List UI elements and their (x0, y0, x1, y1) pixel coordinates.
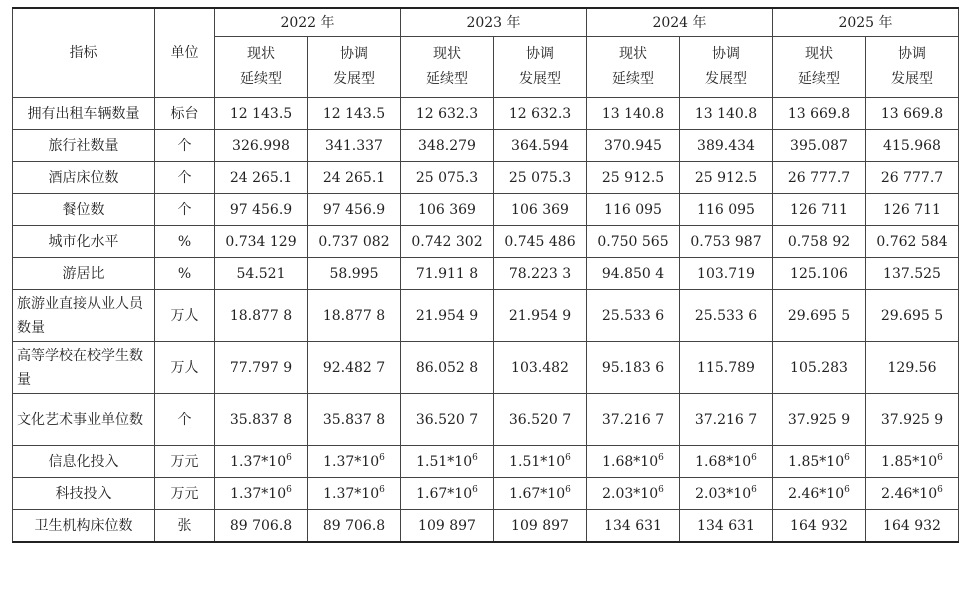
row-indicator: 文化艺术事业单位数 (13, 394, 155, 446)
row-value-cell: 415.968 (866, 130, 959, 162)
value-sci-exponent: 6 (658, 452, 664, 463)
row-value-cell: 364.594 (494, 130, 587, 162)
row-value-cell: 125.106 (773, 258, 866, 290)
table-row (13, 510, 959, 543)
table-row (13, 342, 959, 394)
row-value-cell: 37.216 7 (587, 394, 680, 446)
scenario-label-line1: 协调 (526, 46, 554, 62)
table-row (13, 162, 959, 194)
table-row (13, 446, 959, 478)
scenario-label-line2: 发展型 (891, 71, 933, 87)
row-value-cell: 21.954 9 (401, 290, 494, 342)
row-value-cell (401, 446, 494, 478)
row-value-cell: 89 706.8 (215, 510, 308, 543)
table-row (13, 478, 959, 510)
value-sci-base: *10 (540, 453, 566, 470)
row-value-cell: 29.695 5 (773, 290, 866, 342)
scenario-label-line1: 现状 (805, 46, 833, 62)
row-value-cell: 26 777.7 (773, 162, 866, 194)
row-value-cell (866, 478, 959, 510)
scenario-label-line2: 发展型 (705, 71, 747, 87)
row-indicator: 信息化投入 (13, 446, 155, 478)
row-value-cell: 36.520 7 (401, 394, 494, 446)
row-unit: 个 (155, 194, 215, 226)
row-value-cell: 389.434 (680, 130, 773, 162)
row-value-cell: 0.742 302 (401, 226, 494, 258)
row-unit: 个 (155, 162, 215, 194)
row-value-cell: 13 669.8 (866, 98, 959, 130)
row-indicator: 科技投入 (13, 478, 155, 510)
value-sci-base: *10 (633, 485, 659, 502)
value-sci-base: *10 (819, 485, 845, 502)
row-value-cell: 36.520 7 (494, 394, 587, 446)
row-value-cell: 35.837 8 (215, 394, 308, 446)
value-mantissa: 1.67 (416, 485, 448, 502)
value-sci-exponent: 6 (844, 452, 850, 463)
row-indicator: 餐位数 (13, 194, 155, 226)
row-value-cell: 13 669.8 (773, 98, 866, 130)
row-value-cell: 12 143.5 (308, 98, 401, 130)
row-indicator: 酒店床位数 (13, 162, 155, 194)
row-unit: 万人 (155, 290, 215, 342)
table-row (13, 258, 959, 290)
value-sci-base: *10 (447, 485, 473, 502)
row-value-cell: 54.521 (215, 258, 308, 290)
row-value-cell: 78.223 3 (494, 258, 587, 290)
value-sci-base: *10 (726, 453, 752, 470)
value-sci-base: *10 (726, 485, 752, 502)
row-value-cell: 97 456.9 (308, 194, 401, 226)
row-value-cell: 105.283 (773, 342, 866, 394)
table-row (13, 226, 959, 258)
row-value-cell: 103.719 (680, 258, 773, 290)
header-indicator: 指标 (13, 8, 155, 98)
row-value-cell: 164 932 (773, 510, 866, 543)
row-value-cell: 164 932 (866, 510, 959, 543)
value-mantissa: 1.37 (230, 453, 262, 470)
value-mantissa: 2.46 (881, 485, 913, 502)
value-sci-base: *10 (912, 485, 938, 502)
row-value-cell: 0.737 082 (308, 226, 401, 258)
row-indicator: 拥有出租车辆数量 (13, 98, 155, 130)
value-mantissa: 2.46 (788, 485, 820, 502)
row-value-cell: 134 631 (587, 510, 680, 543)
value-sci-exponent: 6 (937, 452, 943, 463)
row-unit: 万人 (155, 342, 215, 394)
row-value-cell: 77.797 9 (215, 342, 308, 394)
value-sci-exponent: 6 (379, 484, 385, 495)
row-value-cell: 126 711 (866, 194, 959, 226)
value-sci-exponent: 6 (751, 484, 757, 495)
row-value-cell: 341.337 (308, 130, 401, 162)
row-value-cell: 25 912.5 (680, 162, 773, 194)
value-mantissa: 1.37 (230, 485, 262, 502)
value-mantissa: 1.85 (788, 453, 820, 470)
value-sci-base: *10 (819, 453, 845, 470)
row-value-cell: 370.945 (587, 130, 680, 162)
header-year-2024: 2024 年 (587, 8, 773, 37)
scenario-label-line1: 协调 (898, 46, 926, 62)
row-indicator: 旅行社数量 (13, 130, 155, 162)
table-row (13, 98, 959, 130)
table-row (13, 194, 959, 226)
header-scenario-coordinated (308, 37, 401, 98)
scenario-label-line1: 现状 (433, 46, 461, 62)
header-year-2023: 2023 年 (401, 8, 587, 37)
row-value-cell: 26 777.7 (866, 162, 959, 194)
row-value-cell: 116 095 (587, 194, 680, 226)
value-sci-exponent: 6 (844, 484, 850, 495)
value-sci-base: *10 (354, 485, 380, 502)
row-value-cell: 0.758 92 (773, 226, 866, 258)
value-sci-exponent: 6 (286, 484, 292, 495)
value-sci-exponent: 6 (379, 452, 385, 463)
scenario-label-line2: 延续型 (240, 71, 282, 87)
row-value-cell: 0.745 486 (494, 226, 587, 258)
forecast-table (12, 7, 959, 543)
value-sci-base: *10 (540, 485, 566, 502)
row-value-cell (773, 446, 866, 478)
row-value-cell: 71.911 8 (401, 258, 494, 290)
value-mantissa: 1.37 (323, 453, 355, 470)
value-sci-base: *10 (261, 485, 287, 502)
value-sci-exponent: 6 (658, 484, 664, 495)
value-mantissa: 1.37 (323, 485, 355, 502)
scenario-label-line1: 协调 (340, 46, 368, 62)
row-value-cell: 0.734 129 (215, 226, 308, 258)
row-unit: % (155, 226, 215, 258)
header-scenario-status-quo (401, 37, 494, 98)
row-value-cell: 395.087 (773, 130, 866, 162)
scenario-label-line1: 协调 (712, 46, 740, 62)
value-sci-exponent: 6 (937, 484, 943, 495)
row-value-cell: 86.052 8 (401, 342, 494, 394)
value-mantissa: 1.68 (602, 453, 634, 470)
value-sci-exponent: 6 (286, 452, 292, 463)
row-value-cell: 89 706.8 (308, 510, 401, 543)
header-scenario-status-quo (773, 37, 866, 98)
row-value-cell (680, 478, 773, 510)
row-value-cell: 326.998 (215, 130, 308, 162)
row-value-cell: 25.533 6 (680, 290, 773, 342)
row-value-cell: 94.850 4 (587, 258, 680, 290)
row-value-cell: 137.525 (866, 258, 959, 290)
row-indicator: 城市化水平 (13, 226, 155, 258)
row-value-cell: 97 456.9 (215, 194, 308, 226)
row-value-cell: 21.954 9 (494, 290, 587, 342)
header-scenario-coordinated (866, 37, 959, 98)
row-value-cell (587, 478, 680, 510)
value-mantissa: 1.51 (416, 453, 448, 470)
row-value-cell: 103.482 (494, 342, 587, 394)
row-value-cell: 0.750 565 (587, 226, 680, 258)
row-value-cell (401, 478, 494, 510)
row-value-cell: 58.995 (308, 258, 401, 290)
value-sci-base: *10 (912, 453, 938, 470)
scenario-label-line1: 现状 (619, 46, 647, 62)
row-indicator: 卫生机构床位数 (13, 510, 155, 543)
value-sci-exponent: 6 (565, 452, 571, 463)
value-sci-base: *10 (447, 453, 473, 470)
value-mantissa: 2.03 (695, 485, 727, 502)
row-value-cell (773, 478, 866, 510)
value-mantissa: 2.03 (602, 485, 634, 502)
row-value-cell: 116 095 (680, 194, 773, 226)
row-value-cell: 37.925 9 (866, 394, 959, 446)
row-value-cell (308, 478, 401, 510)
row-value-cell: 37.216 7 (680, 394, 773, 446)
row-value-cell: 18.877 8 (308, 290, 401, 342)
row-value-cell: 13 140.8 (587, 98, 680, 130)
value-sci-exponent: 6 (751, 452, 757, 463)
row-value-cell: 37.925 9 (773, 394, 866, 446)
row-indicator: 旅游业直接从业人员数量 (13, 290, 155, 342)
data-table-container (12, 7, 958, 543)
scenario-label-line2: 延续型 (798, 71, 840, 87)
value-mantissa: 1.51 (509, 453, 541, 470)
header-row-years (13, 8, 959, 37)
row-value-cell: 24 265.1 (215, 162, 308, 194)
row-value-cell: 25 075.3 (401, 162, 494, 194)
scenario-label-line2: 延续型 (426, 71, 468, 87)
row-value-cell (866, 446, 959, 478)
scenario-label-line2: 发展型 (333, 71, 375, 87)
row-unit: 标台 (155, 98, 215, 130)
row-value-cell: 109 897 (401, 510, 494, 543)
row-value-cell: 0.753 987 (680, 226, 773, 258)
row-value-cell: 109 897 (494, 510, 587, 543)
row-value-cell: 12 143.5 (215, 98, 308, 130)
row-value-cell: 25 075.3 (494, 162, 587, 194)
value-mantissa: 1.68 (695, 453, 727, 470)
table-row (13, 130, 959, 162)
header-year-2025: 2025 年 (773, 8, 959, 37)
row-value-cell (215, 478, 308, 510)
scenario-label-line1: 现状 (247, 46, 275, 62)
header-scenario-coordinated (494, 37, 587, 98)
scenario-label-line2: 发展型 (519, 71, 561, 87)
header-scenario-status-quo (215, 37, 308, 98)
header-scenario-coordinated (680, 37, 773, 98)
row-value-cell: 106 369 (494, 194, 587, 226)
value-sci-exponent: 6 (472, 452, 478, 463)
row-value-cell: 24 265.1 (308, 162, 401, 194)
row-value-cell: 95.183 6 (587, 342, 680, 394)
row-value-cell: 129.56 (866, 342, 959, 394)
table-body (13, 98, 959, 543)
value-mantissa: 1.85 (881, 453, 913, 470)
header-scenario-status-quo (587, 37, 680, 98)
value-sci-base: *10 (633, 453, 659, 470)
row-value-cell: 18.877 8 (215, 290, 308, 342)
table-row (13, 394, 959, 446)
row-indicator: 高等学校在校学生数量 (13, 342, 155, 394)
row-value-cell (587, 446, 680, 478)
table-row (13, 290, 959, 342)
scenario-label-line2: 延续型 (612, 71, 654, 87)
row-unit: 张 (155, 510, 215, 543)
row-value-cell: 12 632.3 (401, 98, 494, 130)
row-unit: 万元 (155, 446, 215, 478)
row-value-cell: 25 912.5 (587, 162, 680, 194)
row-value-cell: 35.837 8 (308, 394, 401, 446)
row-value-cell: 348.279 (401, 130, 494, 162)
value-sci-base: *10 (261, 453, 287, 470)
header-unit: 单位 (155, 8, 215, 98)
row-value-cell: 134 631 (680, 510, 773, 543)
row-value-cell: 126 711 (773, 194, 866, 226)
value-sci-exponent: 6 (565, 484, 571, 495)
value-sci-exponent: 6 (472, 484, 478, 495)
row-value-cell (215, 446, 308, 478)
value-sci-base: *10 (354, 453, 380, 470)
row-value-cell: 13 140.8 (680, 98, 773, 130)
row-value-cell (494, 478, 587, 510)
row-value-cell: 12 632.3 (494, 98, 587, 130)
row-indicator: 游居比 (13, 258, 155, 290)
header-year-2022: 2022 年 (215, 8, 401, 37)
row-value-cell (494, 446, 587, 478)
row-unit: 万元 (155, 478, 215, 510)
row-value-cell: 25.533 6 (587, 290, 680, 342)
row-value-cell (680, 446, 773, 478)
value-mantissa: 1.67 (509, 485, 541, 502)
row-value-cell: 92.482 7 (308, 342, 401, 394)
row-value-cell (308, 446, 401, 478)
row-value-cell: 115.789 (680, 342, 773, 394)
row-value-cell: 106 369 (401, 194, 494, 226)
row-value-cell: 29.695 5 (866, 290, 959, 342)
row-unit: % (155, 258, 215, 290)
row-value-cell: 0.762 584 (866, 226, 959, 258)
row-unit: 个 (155, 394, 215, 446)
row-unit: 个 (155, 130, 215, 162)
